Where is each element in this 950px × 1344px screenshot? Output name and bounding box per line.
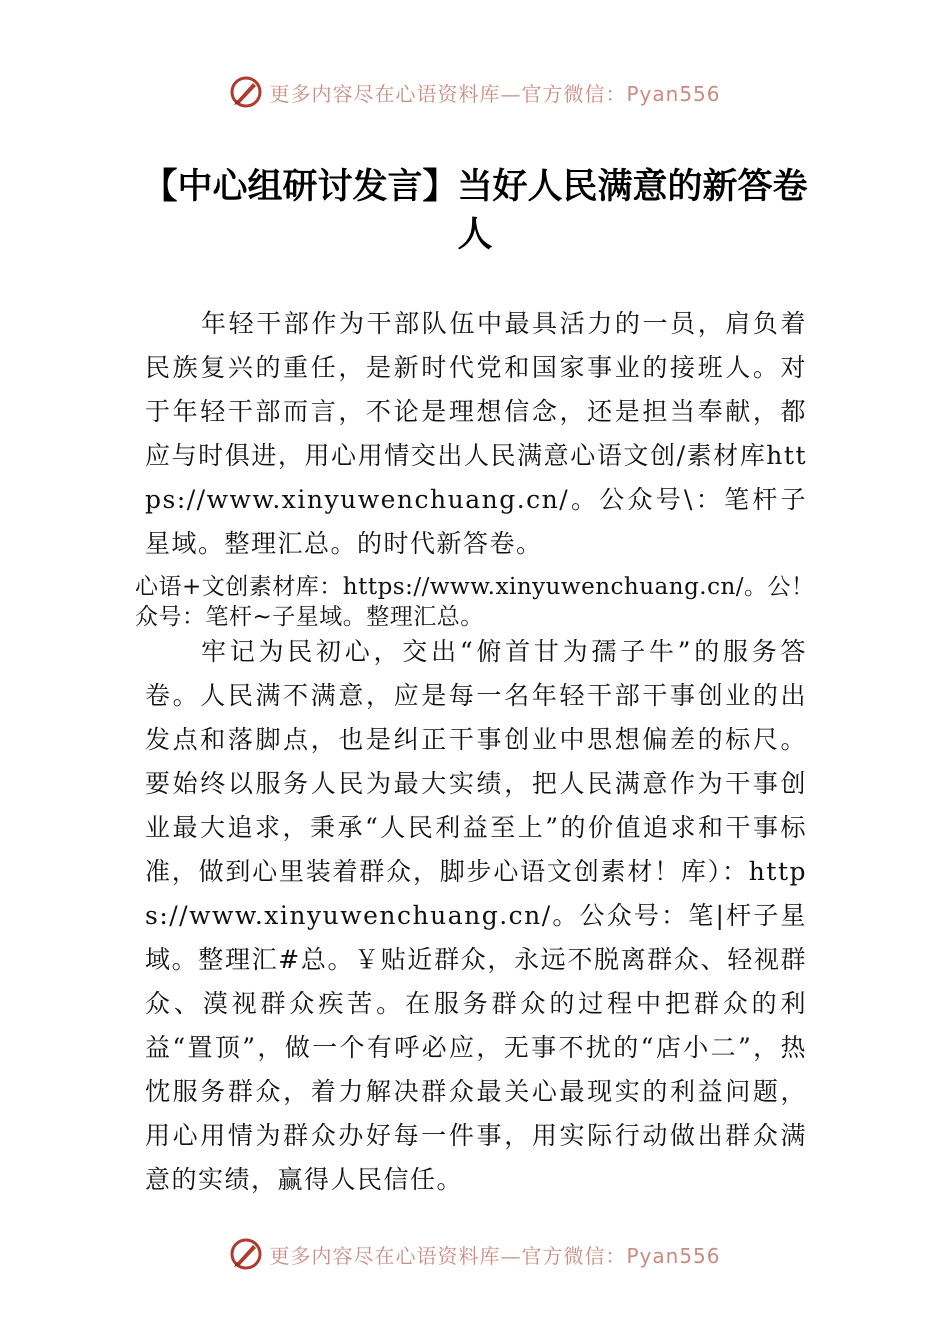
header-banner bbox=[0, 72, 950, 112]
banner-text: 更多内容尽在心语资料库—官方微信：Pyan556 bbox=[269, 1243, 721, 1268]
pen-logo-icon bbox=[229, 1237, 263, 1271]
paragraph-1: 年轻干部作为干部队伍中最具活力的一员，肩负着民族复兴的重任，是新时代党和国家事业的接班人。对于年轻干部而言，不论是理想信念，还是担当奉献，都应与时俱进，用心用情交出人民满意心语文创/素材库https://www.xinyuwenchuang.cn/。公众号\：笔杆子星域。整理汇总。的时代新答卷。 bbox=[145, 309, 807, 558]
paragraph-2: 牢记为民初心，交出“俯首甘为孺子牛”的服务答卷。人民满不满意，应是每一名年轻干部干事创业的出发点和落脚点，也是纠正干事创业中思想偏差的标尺。要始终以服务人民为最大实绩，把人民满意作为干事创业最大追求，秉承“人民利益至上”的价值追求和干事标准，做到心里装着群众，脚步心语文创素材！库）：https://www.xinyuwenchuang.cn/。公众号：笔|杆子星域。整理汇#总。￥贴近群众，永远不脱离群众、轻视群众、漠视群众疾苦。在服务群众的过程中把群众的利益“置顶”，做一个有呼必应，无事不扰的“店小二”，热忱服务群众，着力解决群众最关心最现实的利益问题，用心用情为群众办好每一件事，用实际行动做出群众满意的实绩，赢得人民信任。 bbox=[145, 637, 807, 1194]
footer-banner bbox=[0, 1234, 950, 1274]
document-title: 【中心组研讨发言】当好人民满意的新答卷人 bbox=[142, 167, 808, 255]
pen-logo-icon bbox=[229, 75, 263, 109]
watermark-note: 心语+文创素材库：https://www.xinyuwenchuang.cn/。公！众号：笔杆~子星域。整理汇总。 bbox=[135, 574, 815, 630]
banner-text: 更多内容尽在心语资料库—官方微信：Pyan556 bbox=[269, 81, 721, 106]
